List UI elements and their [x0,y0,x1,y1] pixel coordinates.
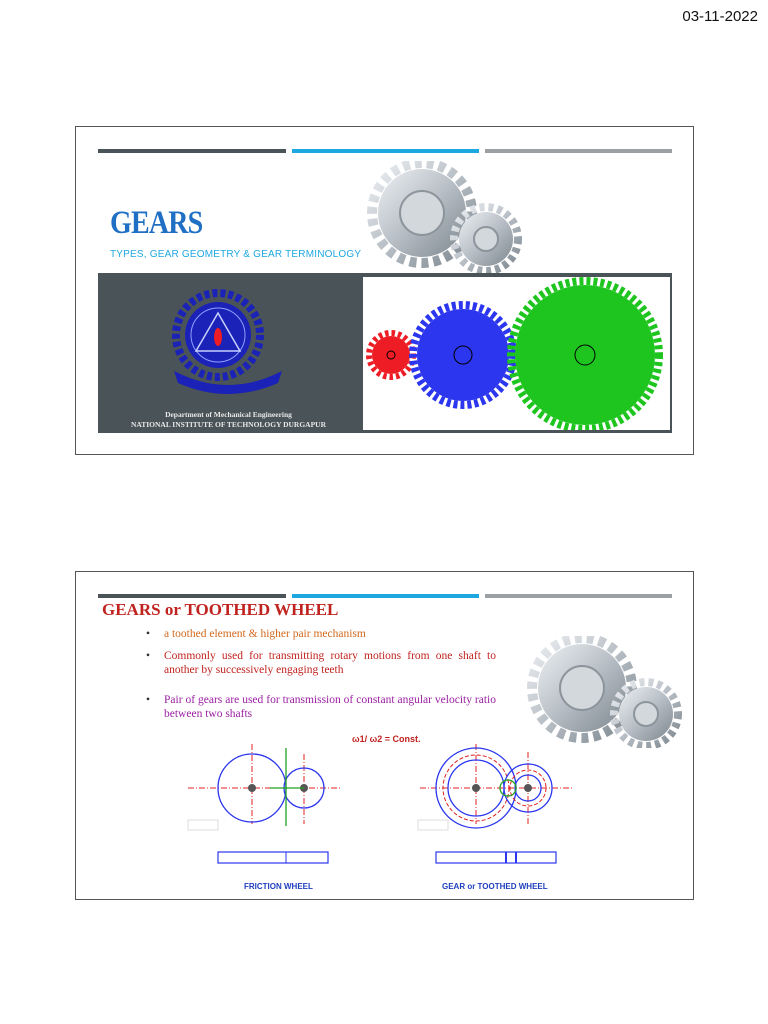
velocity-ratio-equation: ω1/ ω2 = Const. [352,734,421,744]
accent-bar-blue [292,149,479,153]
bullet-item: • Commonly used for transmitting rotary motions from one shaft to another by successively engaging teeth [146,649,496,677]
slide-gears-or-toothed-wheel [75,571,694,900]
bullet-item: • Pair of gears are used for transmission of constant angular velocity ratio between two shafts [146,693,496,721]
department-name: Department of Mechanical Engineering [165,410,292,419]
toothed-wheel-diagram [416,744,576,884]
colored-gear-train-panel [359,273,672,433]
department-panel [98,273,359,433]
metal-gears-illustration [364,161,524,273]
green-gear [511,281,659,429]
red-gear [369,333,413,377]
slide-subtitle: TYPES, GEAR GEOMETRY & GEAR TERMINOLOGY [110,249,362,260]
slide-title [75,126,694,455]
metal-gears-illustration [524,636,684,748]
institute-name: NATIONAL INSTITUTE OF TECHNOLOGY DURGAPUR [130,420,327,429]
accent-bar-gray [485,149,672,153]
bullet-list [146,649,496,677]
accent-bar-blue [292,594,479,598]
institute-logo [170,287,286,399]
slide2-title: GEARS or TOOTHED WHEEL [102,600,339,619]
friction-wheel-diagram [184,744,344,884]
accent-bar-gray [485,594,672,598]
bullet-item: • a toothed element & higher pair mechanism [146,627,496,641]
bullet-list [146,693,496,721]
blue-gear [413,305,513,405]
toothed-wheel-caption: GEAR or TOOTHED WHEEL [442,882,548,891]
friction-wheel-caption: FRICTION WHEEL [244,882,313,891]
gear-train-illustration [363,277,670,430]
accent-bar-dark [98,149,286,153]
slide-title-text: GEARS [110,205,203,241]
bullet-list [146,627,496,641]
accent-bar-dark [98,594,286,598]
date-stamp: 03-11-2022 [682,8,758,25]
